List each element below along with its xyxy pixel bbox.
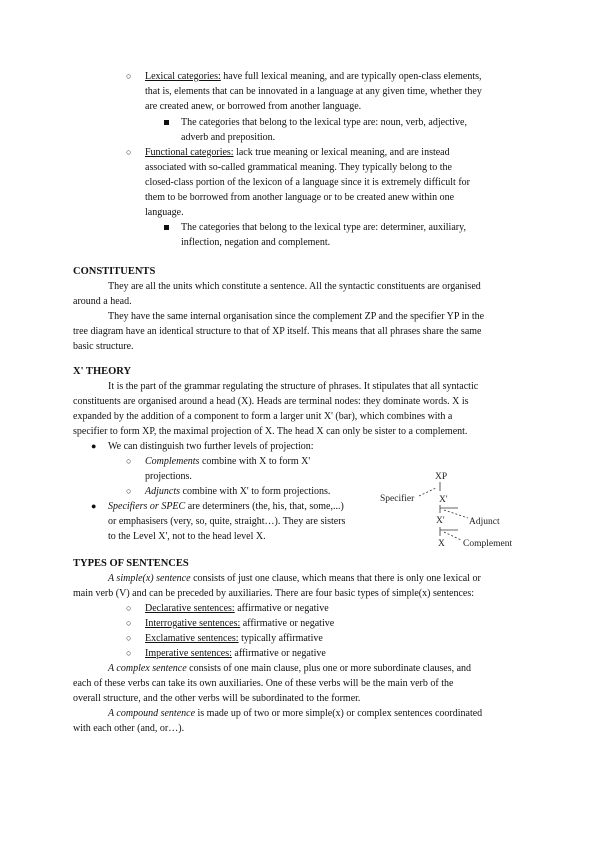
- constituents-line-3: They have the same internal organisation since the complement ZP and the specifier YP in the: [108, 311, 485, 322]
- complements-line-2: projections.: [145, 471, 192, 482]
- xbar-line-4: specifier to form XP, the maximal projection of X. The head X can only be sister to a complement.: [73, 426, 468, 437]
- adjuncts-term: Adjuncts: [145, 486, 180, 497]
- tree-branch-dashed: [419, 488, 436, 496]
- simple-line-2: main verb (V) and can be preceded by auxiliaries. There are four basic types of simple(x) sentences:: [73, 588, 475, 599]
- complex-line-2: each of these verbs can take its own auxiliaries. One of these verbs will be the main verb of the: [73, 678, 454, 689]
- circle-bullet-icon: ○: [126, 648, 132, 658]
- complements-term: Complements: [145, 456, 200, 467]
- complements-line-1: Complements combine with X to form X': [145, 456, 311, 467]
- compound-line-2: with each other (and, or…).: [73, 723, 185, 734]
- simple-term: A simple(x) sentence: [108, 573, 191, 584]
- circle-bullet-icon: ○: [126, 633, 132, 643]
- functional-line-2: associated with so-called grammatical meaning. They typically belong to the: [145, 162, 452, 173]
- lexical-line-3: are created anew, or borrowed from another language.: [145, 101, 362, 112]
- functional-line-3: closed-class portion of the lexicon of a language since it is extremely difficult for: [145, 177, 470, 188]
- functional-sub-1: The categories that belong to the lexical type are: determiner, auxiliary,: [181, 222, 466, 233]
- spec-line-3: to the Level X', not to the head level X.: [108, 531, 266, 542]
- types-heading: TYPES OF SENTENCES: [73, 558, 189, 569]
- circle-bullet-icon: ○: [126, 456, 132, 466]
- functional-line-1: Functional categories: lack true meaning or lexical meaning, and are instead: [145, 147, 450, 158]
- constituents-line-5: basic structure.: [73, 341, 134, 352]
- xbar-line-1: It is the part of the grammar regulating the structure of phrases. It stipulates that all syntactic: [108, 381, 479, 392]
- spec-line-2: or emphasisers (very, so, quite, straight…). They are sisters: [108, 516, 346, 527]
- tree-branch-dashed: [444, 532, 461, 540]
- disc-bullet-icon: ●: [91, 441, 97, 451]
- circle-bullet-icon: ○: [126, 603, 132, 613]
- tree-complement: Complement: [463, 539, 513, 549]
- functional-term: Functional categories:: [145, 147, 234, 158]
- constituents-line-4: tree diagram have an identical structure to that of XP itself. This means that all phrases share the same: [73, 326, 482, 337]
- adjuncts-line: Adjuncts combine with X' to form projections.: [145, 486, 331, 497]
- spec-line-1: Specifiers or SPEC are determiners (the, his, that, some,...): [108, 501, 344, 512]
- disc-bullet-icon: ●: [91, 501, 97, 511]
- tree-xbar-lower: X': [436, 516, 445, 526]
- square-bullet-icon: [164, 225, 169, 230]
- xbar-heading: X' THEORY: [73, 366, 132, 377]
- xbar-tree-diagram: [378, 468, 528, 550]
- sentence-type-item: Imperative sentences: affirmative or negative: [145, 648, 326, 659]
- xbar-line-2: constituents are organised around a head (X). Heads are terminal nodes: they dominate words. X is: [73, 396, 469, 407]
- xbar-line-3: expanded by the addition of a component to form a larger unit X' (bar), which combines with a: [73, 411, 453, 422]
- compound-term: A compound sentence: [108, 708, 196, 719]
- tree-xp: XP: [435, 472, 448, 482]
- sentence-type-item: Declarative sentences: affirmative or negative: [145, 603, 329, 614]
- simple-line-1: A simple(x) sentence consists of just one clause, which means that there is only one lexical or: [108, 573, 481, 584]
- complex-term: A complex sentence: [108, 663, 187, 674]
- sentence-type-item: Interrogative sentences: affirmative or negative: [145, 618, 335, 629]
- xbar-bullet-1: We can distinguish two further levels of projection:: [108, 441, 314, 452]
- square-bullet-icon: [164, 120, 169, 125]
- constituents-heading: CONSTITUENTS: [73, 266, 156, 277]
- tree-branch-dashed: [444, 510, 468, 518]
- spec-term: Specifiers or SPEC: [108, 501, 186, 512]
- functional-line-4: them to be borrowed from another language or to be created anew within one: [145, 192, 455, 203]
- lexical-sub-1: The categories that belong to the lexical type are: noun, verb, adjective,: [181, 117, 467, 128]
- functional-line-5: language.: [145, 207, 184, 218]
- tree-x: X: [438, 539, 445, 549]
- tree-specifier: Specifier: [380, 494, 415, 504]
- lexical-line-2: that is, elements that can be innovated in a language at any given time, whether they: [145, 86, 482, 97]
- lexical-sub-2: adverb and preposition.: [181, 132, 276, 143]
- circle-bullet-icon: ○: [126, 147, 132, 157]
- constituents-line-2: around a head.: [73, 296, 132, 307]
- tree-adjunct: Adjunct: [469, 517, 500, 527]
- compound-line-1: A compound sentence is made up of two or more simple(x) or complex sentences coordinated: [108, 708, 483, 719]
- constituents-line-1: They are all the units which constitute a sentence. All the syntactic constituents are organised: [108, 281, 481, 292]
- lexical-line-1: Lexical categories: have full lexical meaning, and are typically open-class elements,: [145, 71, 482, 82]
- functional-sub-2: inflection, negation and complement.: [181, 237, 331, 248]
- circle-bullet-icon: ○: [126, 486, 132, 496]
- lexical-term: Lexical categories:: [145, 71, 221, 82]
- circle-bullet-icon: ○: [126, 618, 132, 628]
- circle-bullet-icon: ○: [126, 71, 132, 81]
- complex-line-3: overall structure, and the other verbs will be subordinated to the former.: [73, 693, 361, 704]
- tree-xbar-upper: X': [439, 495, 448, 505]
- complex-line-1: A complex sentence consists of one main clause, plus one or more subordinate clauses, and: [108, 663, 472, 674]
- sentence-type-item: Exclamative sentences: typically affirmative: [145, 633, 323, 644]
